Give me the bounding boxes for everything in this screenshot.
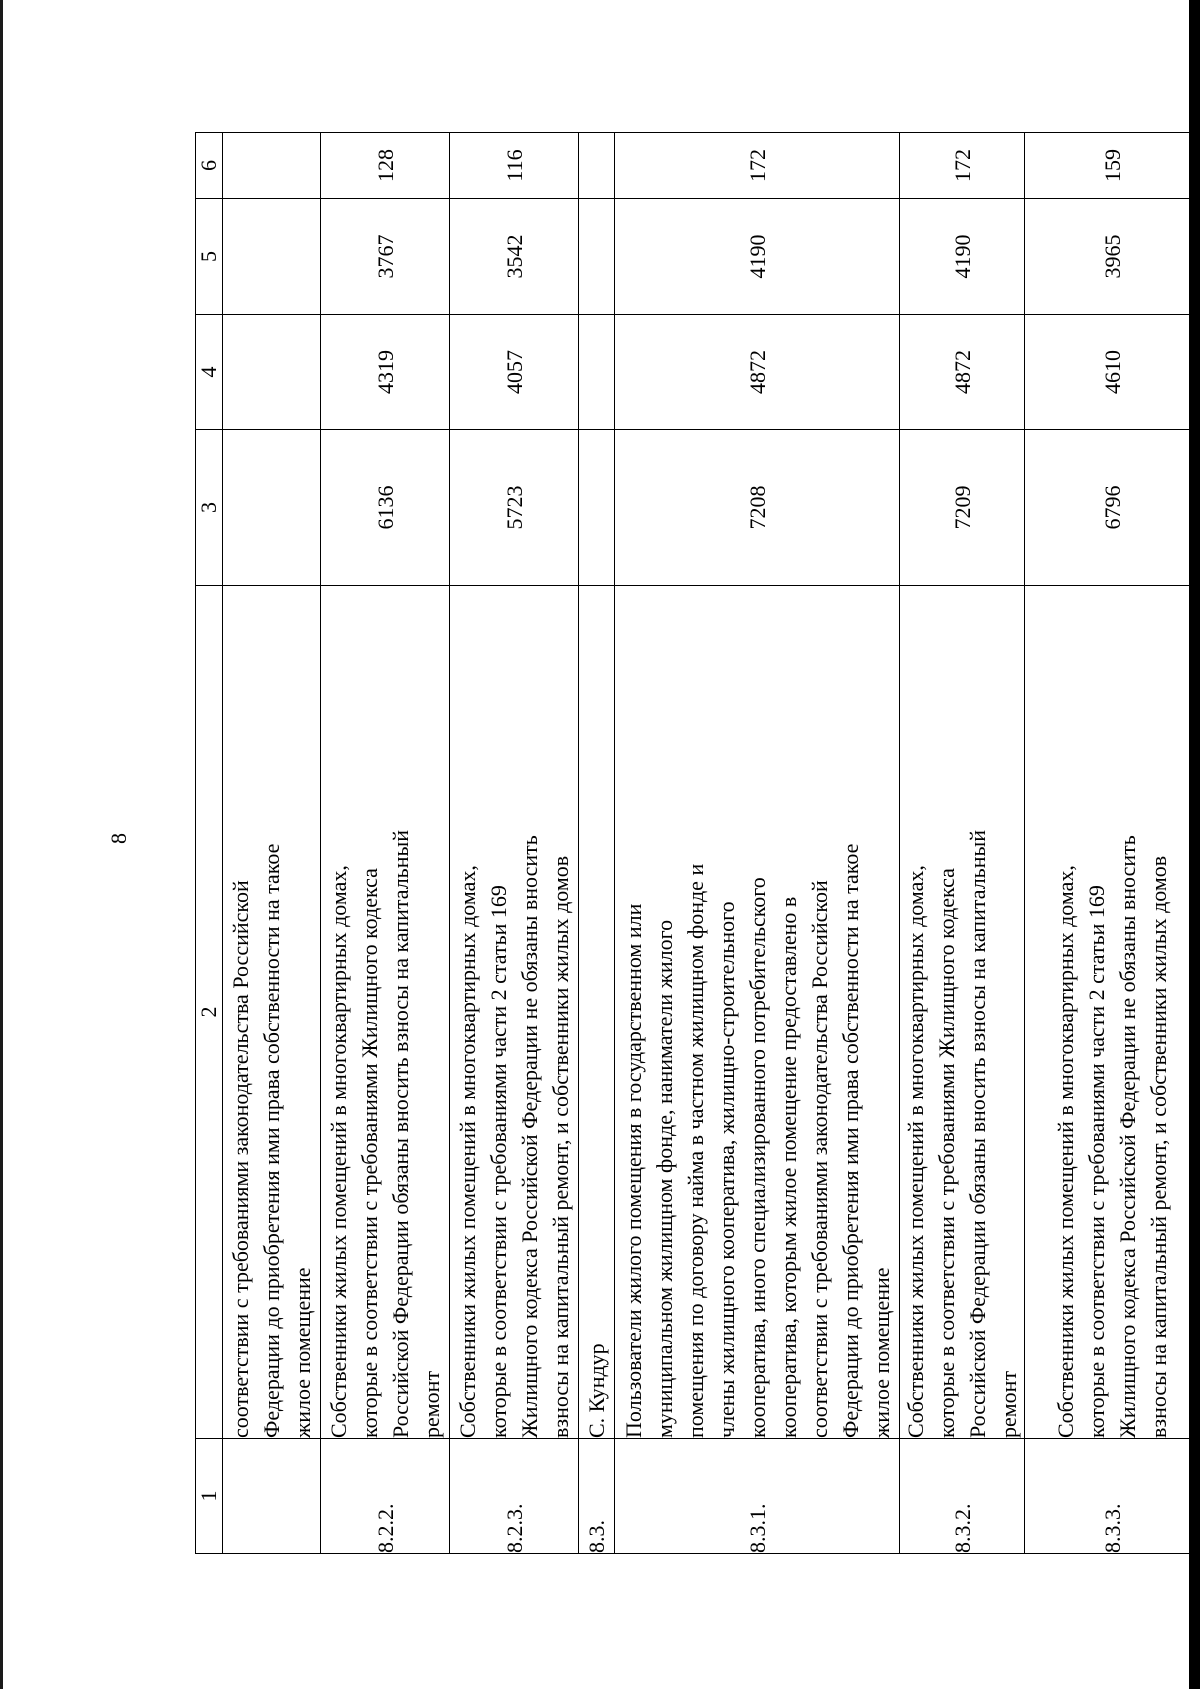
value-col4: 4872 <box>615 315 900 430</box>
description-line: Пользователи жилого помещения в государственном или <box>620 903 646 1438</box>
value-col4: 4057 <box>450 315 579 430</box>
row-number: 8.3.1. <box>615 1439 900 1554</box>
value-col5: 3767 <box>321 199 450 315</box>
description-line: Жилищного кодекса Российской Федерации не обязаны вносить <box>517 835 542 1438</box>
value-col4: 4610 <box>1025 315 1200 430</box>
value-col3: 6796 <box>1025 430 1200 586</box>
row-description <box>900 586 1025 1439</box>
rotated-table-wrapper <box>195 133 1171 1554</box>
row-description <box>450 586 579 1439</box>
value-col3 <box>223 430 321 586</box>
header-cell: 4 <box>196 315 223 430</box>
description-line: жилое помещение <box>290 1267 315 1438</box>
header-cell: 1 <box>196 1439 223 1554</box>
value-col6: 172 <box>900 133 1025 199</box>
description-line: Федерации до приобретения ими права собственности на такое <box>837 843 863 1438</box>
page-number: 8 <box>106 833 131 844</box>
value-col3: 6136 <box>321 430 450 586</box>
header-cell: 5 <box>196 199 223 315</box>
table-row <box>321 133 450 1554</box>
row-number: 8.2.3. <box>450 1439 579 1554</box>
section-title: С. Кундур <box>584 1343 609 1438</box>
value-col6: 159 <box>1025 133 1200 199</box>
table-row <box>1025 133 1200 1554</box>
value-col6: 172 <box>615 133 900 199</box>
value-col5 <box>579 199 615 315</box>
description-line: которые в соответствии с требованиями части 2 статьи 169 <box>486 885 511 1438</box>
description-line: помещения по договору найма в частном жилищном фонде и <box>682 863 708 1438</box>
value-col3: 5723 <box>450 430 579 586</box>
description-line: Российской Федерации обязаны вносить взносы на капитальный <box>388 829 413 1438</box>
row-number: 8.2.2. <box>321 1439 450 1554</box>
value-col5 <box>223 199 321 315</box>
value-col6 <box>223 133 321 199</box>
value-col4 <box>579 315 615 430</box>
value-col3: 7208 <box>615 430 900 586</box>
description-line: Собственники жилых помещений в многоквартирных домах, <box>1053 865 1078 1438</box>
description-line: жилое помещение <box>868 1267 894 1438</box>
table-row <box>615 133 900 1554</box>
description-line: муниципальном жилищном фонде, наниматели жилого <box>651 919 677 1438</box>
value-col4: 4872 <box>900 315 1025 430</box>
header-cell: 6 <box>196 133 223 199</box>
row-description <box>321 586 450 1439</box>
value-col3: 7209 <box>900 430 1025 586</box>
table-row <box>900 133 1025 1554</box>
value-col4 <box>223 315 321 430</box>
description-line: Жилищного кодекса Российской Федерации не обязаны вносить <box>1115 835 1140 1438</box>
description-line: которые в соответствии с требованиями Жилищного кодекса <box>934 868 959 1438</box>
header-cell: 3 <box>196 430 223 586</box>
description-line: Собственники жилых помещений в многоквартирных домах, <box>903 865 928 1438</box>
row-description <box>1025 586 1200 1439</box>
description-line: ремонт <box>996 1370 1021 1438</box>
row-description <box>579 586 615 1439</box>
description-line: Собственники жилых помещений в многоквартирных домах, <box>455 865 480 1438</box>
value-col4: 4319 <box>321 315 450 430</box>
value-col6: 128 <box>321 133 450 199</box>
description-line: взносы на капитальный ремонт, и собственники жилых домов <box>1146 855 1171 1438</box>
row-description <box>223 586 321 1439</box>
description-line: члены жилищного кооператива, жилищно-строительного <box>713 901 739 1438</box>
table-row <box>223 133 321 1554</box>
description-line: взносы на капитальный ремонт, и собственники жилых домов <box>548 855 573 1438</box>
description-line: ремонт <box>419 1370 444 1438</box>
description-line: соответствии с требованиями законодательства Российской <box>806 880 832 1438</box>
value-col6 <box>579 133 615 199</box>
row-number: 8.3. <box>579 1439 615 1554</box>
row-description <box>615 586 900 1439</box>
description-line: Собственники жилых помещений в многоквартирных домах, <box>326 865 351 1438</box>
description-line: соответствии с требованиями законодательства Российской <box>228 880 253 1438</box>
description-line: кооператива, которым жилое помещение предоставлено в <box>775 896 801 1438</box>
description-line: Российской Федерации обязаны вносить взносы на капитальный <box>965 829 990 1438</box>
row-number: 8.3.3. <box>1025 1439 1200 1554</box>
header-cell: 2 <box>196 586 223 1439</box>
scan-edge-left <box>0 0 3 1689</box>
row-number <box>223 1439 321 1554</box>
description-line: кооператива, иного специализированного потребительского <box>744 877 770 1438</box>
description-line: которые в соответствии с требованиями части 2 статьи 169 <box>1084 885 1109 1438</box>
description-line: Федерации до приобретения ими права собственности на такое <box>259 843 284 1438</box>
table-row <box>450 133 579 1554</box>
table-header-row <box>196 133 223 1554</box>
value-col5: 4190 <box>615 199 900 315</box>
tariff-table <box>195 132 1200 1554</box>
description-line: которые в соответствии с требованиями Жилищного кодекса <box>357 868 382 1438</box>
value-col6: 116 <box>450 133 579 199</box>
value-col5: 4190 <box>900 199 1025 315</box>
table-row-section <box>579 133 615 1554</box>
value-col3 <box>579 430 615 586</box>
row-number: 8.3.2. <box>900 1439 1025 1554</box>
value-col5: 3965 <box>1025 199 1200 315</box>
value-col5: 3542 <box>450 199 579 315</box>
